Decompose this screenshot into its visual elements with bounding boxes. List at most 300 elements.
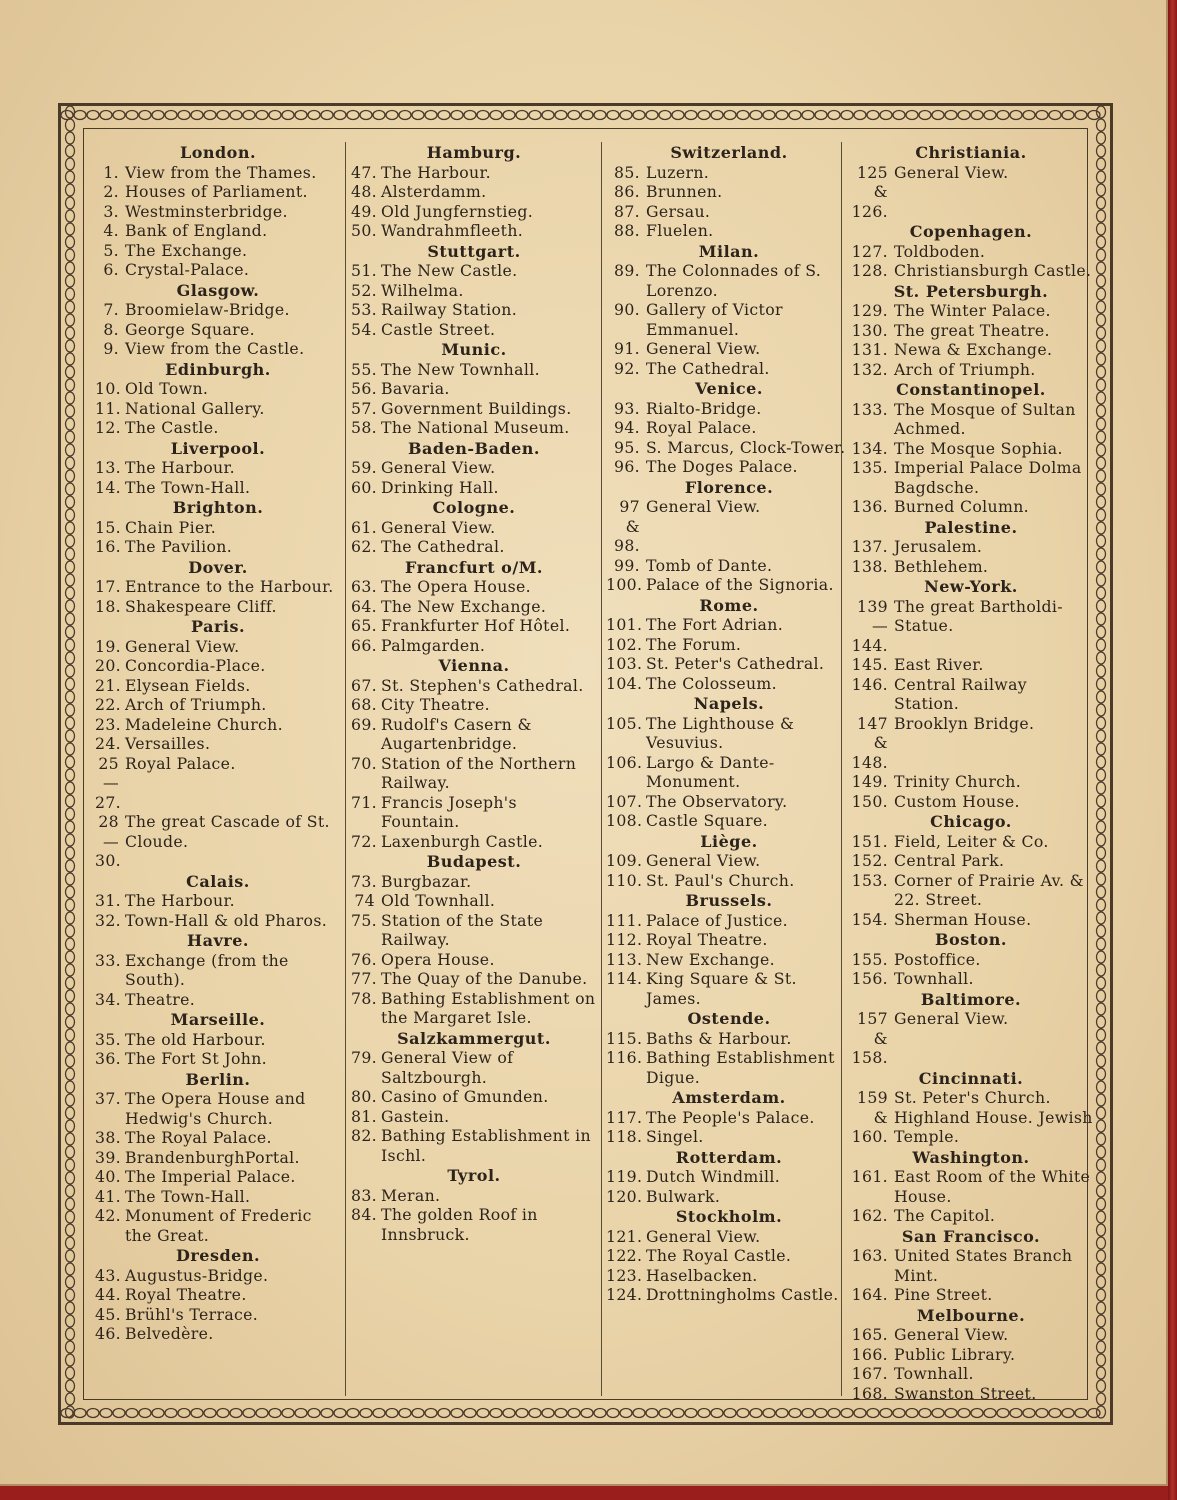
- ornament-link: [1097, 197, 1106, 209]
- item-title: Townhall.: [894, 1364, 974, 1383]
- ornament-link: [477, 111, 489, 120]
- ornament-link: [126, 111, 138, 120]
- ornament-link: [1097, 262, 1106, 274]
- item-title: East Room of the White House.: [894, 1167, 1091, 1206]
- item-title: Custom House.: [894, 791, 1020, 811]
- ornament-link: [711, 111, 723, 120]
- ornament-link: [66, 1367, 75, 1379]
- ornament-link: [66, 1055, 75, 1067]
- city-heading: New-York.: [924, 577, 1018, 596]
- ornament-link: [282, 111, 294, 120]
- item-number: 80.: [351, 1087, 377, 1106]
- list-item: [95, 715, 341, 735]
- item-title: East River.: [894, 655, 984, 674]
- ornament-link: [66, 197, 75, 209]
- ornament-link: [932, 1409, 944, 1418]
- ornament-link: [1097, 730, 1106, 742]
- ornament-link: [1097, 1159, 1106, 1171]
- item-title: Entrance to the Harbour.: [125, 577, 334, 596]
- list-item: [606, 1029, 852, 1049]
- ornament-link: [958, 111, 970, 120]
- item-title: Castle Street.: [381, 319, 496, 339]
- ornament-link: [841, 111, 853, 120]
- ornament-link: [386, 1409, 398, 1418]
- ornament-link: [386, 111, 398, 120]
- ornament-link: [711, 1409, 723, 1418]
- ornament-link: [66, 951, 75, 963]
- list-item: [95, 182, 341, 202]
- item-title: View from the Thames.: [125, 162, 317, 182]
- item-title: Government Buildings.: [381, 398, 572, 418]
- ornament-link: [66, 262, 75, 274]
- item-title: Trinity Church.: [894, 772, 1022, 791]
- city-heading: Copenhagen.: [909, 222, 1033, 241]
- item-title: Jerusalem.: [894, 537, 983, 556]
- ornament-link: [945, 111, 957, 120]
- ornament-link: [529, 1409, 541, 1418]
- item-title: Wilhelma.: [381, 280, 464, 300]
- ornament-link: [555, 111, 567, 120]
- item-title: Westminsterbridge.: [125, 201, 288, 221]
- list-item: [95, 399, 341, 419]
- city-heading: Berlin.: [185, 1069, 251, 1089]
- item-number: 109.: [606, 851, 643, 870]
- ornament-link: [87, 111, 99, 120]
- ornament-link: [1097, 184, 1106, 196]
- ornament-link: [828, 1409, 840, 1418]
- list-item: [606, 969, 852, 1008]
- ornament-link: [1097, 1354, 1106, 1366]
- ornament-link: [66, 847, 75, 859]
- item-title: Central Railway Station.: [894, 674, 1028, 713]
- ornament-link: [1097, 132, 1106, 144]
- item-number: 62.: [351, 537, 377, 556]
- item-title: St. Peter's Cathedral.: [646, 654, 825, 673]
- item-title: The Harbour.: [381, 162, 491, 182]
- list-item: [95, 478, 341, 498]
- list-item: [95, 320, 341, 340]
- list-item: [848, 301, 1094, 321]
- item-number: 114.: [606, 969, 643, 988]
- list-item: [95, 241, 341, 261]
- ornament-link: [854, 1409, 866, 1418]
- list-item: [95, 891, 341, 911]
- city-heading: Hamburg.: [426, 143, 522, 162]
- ornament-link: [737, 111, 749, 120]
- list-item: [351, 1205, 597, 1244]
- ornament-link: [66, 548, 75, 560]
- item-number: 76.: [351, 949, 377, 969]
- ornament-link: [1097, 145, 1106, 157]
- item-number: 150.: [851, 791, 888, 811]
- list-item: [95, 1305, 341, 1325]
- ornament-link: [620, 111, 632, 120]
- ornament-link: [1097, 405, 1106, 417]
- item-number: 82.: [351, 1126, 377, 1145]
- item-number: 48.: [351, 182, 377, 201]
- ornament-link: [594, 1409, 606, 1418]
- item-title: Townhall.: [894, 969, 974, 988]
- ornament-link: [1097, 1237, 1106, 1249]
- ornament-link: [66, 275, 75, 287]
- item-title: Haselbacken.: [646, 1265, 758, 1285]
- list-item: [606, 753, 852, 792]
- ornament-link: [66, 1250, 75, 1262]
- ornament-link: [776, 111, 788, 120]
- ornament-link: [217, 111, 229, 120]
- item-title: Bulwark.: [646, 1186, 721, 1206]
- ornament-link: [1097, 1120, 1106, 1132]
- item-title: Concordia-Place.: [125, 656, 266, 675]
- ornament-link: [802, 111, 814, 120]
- ornament-link: [139, 1409, 151, 1418]
- ornament-band-left: [61, 106, 79, 1422]
- item-title: Arch of Triumph.: [894, 359, 1036, 379]
- ornament-link: [1097, 873, 1106, 885]
- item-title: The Winter Palace.: [894, 301, 1051, 320]
- item-number: 44.: [95, 1285, 121, 1304]
- item-title: General View.: [646, 339, 761, 358]
- ornament-link: [1097, 470, 1106, 482]
- ornament-link: [1097, 444, 1106, 456]
- ornament-link: [66, 1107, 75, 1119]
- ornament-link: [66, 691, 75, 703]
- ornament-link: [1097, 834, 1106, 846]
- ornament-link: [66, 1276, 75, 1288]
- city-heading: Baden-Baden.: [408, 438, 540, 458]
- item-number: 159 & 160.: [851, 1088, 888, 1146]
- list-item: [351, 360, 597, 380]
- list-item: [848, 792, 1094, 812]
- list-item: [848, 557, 1094, 577]
- list-item: [848, 400, 1094, 439]
- city-heading: San Francisco.: [901, 1226, 1041, 1246]
- item-number: 135.: [851, 458, 888, 477]
- item-title: The Harbour.: [125, 891, 235, 910]
- item-title: Luzern.: [646, 162, 710, 182]
- ornament-link: [66, 366, 75, 378]
- ornament-link: [1097, 1029, 1106, 1041]
- ornament-link: [1097, 704, 1106, 716]
- item-number: 94.: [614, 418, 640, 437]
- item-title: Drottningholms Castle.: [646, 1285, 839, 1304]
- ornament-link: [1097, 158, 1106, 170]
- ornament-link: [724, 111, 736, 120]
- ornament-link: [66, 1029, 75, 1041]
- item-title: Palmgarden.: [381, 635, 486, 655]
- item-number: 38.: [95, 1128, 121, 1147]
- list-item: [351, 1107, 597, 1127]
- ornament-link: [1049, 111, 1061, 120]
- item-title: Brunnen.: [646, 182, 723, 201]
- list-item: [606, 556, 852, 576]
- ornament-link: [1097, 782, 1106, 794]
- item-number: 2.: [103, 182, 119, 201]
- item-title: Gersau.: [646, 201, 711, 221]
- list-item: [848, 321, 1094, 341]
- ornament-link: [1097, 1146, 1106, 1158]
- item-number: 88.: [614, 221, 640, 240]
- list-item: [95, 1187, 341, 1207]
- ornament-link: [66, 1159, 75, 1171]
- ornament-link: [66, 1328, 75, 1340]
- city-heading: Brussels.: [685, 891, 773, 910]
- ornament-link: [1097, 210, 1106, 222]
- item-number: 60.: [351, 477, 377, 497]
- list-item: [606, 911, 852, 931]
- ornament-link: [152, 1409, 164, 1418]
- ornament-link: [1097, 392, 1106, 404]
- city-heading: Rotterdam.: [675, 1147, 783, 1167]
- city-heading: Switzerland.: [670, 143, 788, 162]
- item-title: Old Jungfernstieg.: [381, 201, 534, 221]
- ornament-link: [1097, 418, 1106, 430]
- ornament-link: [1097, 1341, 1106, 1353]
- ornament-link: [880, 1409, 892, 1418]
- item-number: 79.: [351, 1048, 377, 1067]
- item-title: Toldboden.: [894, 241, 986, 261]
- ornament-link: [1075, 111, 1087, 120]
- city-heading: Dresden.: [175, 1246, 261, 1265]
- item-title: The Observatory.: [646, 791, 788, 811]
- item-number: 91.: [614, 339, 640, 358]
- item-title: The Imperial Palace.: [125, 1167, 296, 1186]
- city-heading: Glasgow.: [176, 280, 260, 300]
- ornament-link: [66, 1289, 75, 1301]
- list-item: [606, 871, 852, 891]
- item-title: Bank of England.: [125, 221, 268, 240]
- item-title: Augustus-Bridge.: [125, 1265, 269, 1285]
- ornament-link: [1097, 1133, 1106, 1145]
- item-title: Castle Square.: [646, 811, 768, 830]
- ornament-link: [1097, 106, 1106, 118]
- ornament-link: [659, 1409, 671, 1418]
- ornament-link: [789, 1409, 801, 1418]
- item-title: Fluelen.: [646, 221, 714, 240]
- ornament-link: [66, 1133, 75, 1145]
- item-number: 74: [354, 891, 375, 910]
- item-title: The Opera House.: [381, 577, 532, 596]
- ornament-link: [1097, 990, 1106, 1002]
- ornament-link: [581, 1409, 593, 1418]
- list-item: [95, 695, 341, 715]
- item-title: The Cathedral.: [381, 537, 505, 556]
- item-title: S. Marcus, Clock-Tower.: [646, 437, 846, 457]
- ornament-link: [66, 288, 75, 300]
- list-item: [606, 615, 852, 635]
- ornament-link: [66, 1393, 75, 1405]
- ornament-link: [66, 392, 75, 404]
- ornament-link: [490, 1409, 502, 1418]
- ornament-link: [1097, 1107, 1106, 1119]
- list-item: [351, 300, 597, 320]
- list-item: [606, 950, 852, 970]
- ornament-link: [568, 111, 580, 120]
- item-title: The Mosque of Sultan Achmed.: [894, 399, 1076, 438]
- item-title: General View.: [381, 458, 496, 477]
- item-number: 56.: [351, 379, 377, 398]
- item-title: Newa & Exchange.: [894, 340, 1053, 359]
- list-item: [606, 182, 852, 202]
- item-title: Gastein.: [381, 1106, 450, 1126]
- ornament-link: [66, 301, 75, 313]
- ornament-link: [1097, 366, 1106, 378]
- ornament-link: [776, 1409, 788, 1418]
- ornament-link: [893, 111, 905, 120]
- city-heading: Tyrol.: [447, 1166, 501, 1185]
- ornament-link: [66, 535, 75, 547]
- ornament-link: [66, 1354, 75, 1366]
- ornament-link: [1097, 1380, 1106, 1392]
- ornament-link: [516, 111, 528, 120]
- item-title: The National Museum.: [381, 418, 570, 437]
- item-title: Casino of Gmunden.: [381, 1087, 549, 1106]
- ornament-link: [243, 111, 255, 120]
- ornament-link: [1097, 1250, 1106, 1262]
- list-item: [606, 654, 852, 674]
- item-number: 164.: [851, 1285, 888, 1304]
- item-title: The New Exchange.: [381, 596, 547, 616]
- item-title: Exchange (from the South).: [125, 950, 289, 989]
- list-item: [848, 497, 1094, 517]
- item-number: 93.: [614, 398, 640, 418]
- column-divider: [601, 142, 602, 1396]
- ornament-link: [66, 626, 75, 638]
- ornament-link: [66, 925, 75, 937]
- item-number: 146.: [851, 674, 888, 694]
- ornament-link: [113, 1409, 125, 1418]
- item-title: The Doges Palace.: [646, 457, 798, 476]
- ornament-link: [66, 730, 75, 742]
- ornament-link: [1097, 1302, 1106, 1314]
- list-item: [351, 754, 597, 793]
- item-title: Burned Column.: [894, 497, 1029, 516]
- item-title: The Exchange.: [125, 240, 248, 260]
- item-number: 112.: [606, 930, 643, 949]
- list-item: [848, 950, 1094, 970]
- ornament-link: [867, 1409, 879, 1418]
- ornament-link: [66, 236, 75, 248]
- item-number: 110.: [606, 870, 643, 890]
- item-number: 12.: [95, 418, 121, 437]
- item-number: 147 & 148.: [851, 713, 888, 772]
- item-title: Royal Palace.: [125, 753, 236, 773]
- list-item: [351, 1048, 597, 1087]
- book-spine: [1168, 0, 1177, 1500]
- ornament-link: [66, 834, 75, 846]
- item-title: Arch of Triumph.: [125, 695, 267, 714]
- item-title: The Town-Hall.: [125, 477, 251, 497]
- ornament-link: [334, 1409, 346, 1418]
- ornament-link: [1097, 353, 1106, 365]
- list-item: [351, 891, 597, 911]
- city-heading: St. Petersburgh.: [893, 281, 1049, 301]
- ornament-link: [1097, 1016, 1106, 1028]
- item-number: 89.: [614, 261, 640, 280]
- ornament-link: [1097, 1068, 1106, 1080]
- item-title: Monument of Frederic the Great.: [125, 1206, 312, 1245]
- item-number: 28—30.: [95, 812, 121, 870]
- item-title: Alsterdamm.: [381, 182, 487, 201]
- item-title: The great Cascade of St. Cloude.: [125, 812, 330, 851]
- ornament-link: [100, 1409, 112, 1418]
- list-item: [95, 637, 341, 657]
- list-item: [95, 734, 341, 754]
- item-number: 52.: [351, 280, 377, 300]
- ornament-link: [165, 1409, 177, 1418]
- ornament-link: [66, 444, 75, 456]
- city-heading: Washington.: [912, 1147, 1030, 1167]
- ornament-link: [66, 249, 75, 261]
- ornament-link: [66, 483, 75, 495]
- ornament-link: [1097, 340, 1106, 352]
- item-number: 19.: [95, 636, 121, 656]
- item-number: 64.: [351, 596, 377, 616]
- ornament-link: [698, 1409, 710, 1418]
- ornament-link: [1097, 1406, 1106, 1418]
- item-number: 161.: [851, 1167, 888, 1186]
- item-title: The Town-Hall.: [125, 1186, 251, 1206]
- ornament-link: [66, 1341, 75, 1353]
- ornament-link: [1097, 301, 1106, 313]
- item-title: Opera House.: [381, 949, 495, 969]
- item-number: 58.: [351, 418, 377, 437]
- list-item: [606, 261, 852, 300]
- list-item: [606, 674, 852, 694]
- item-number: 153.: [851, 870, 888, 890]
- list-item: [606, 300, 852, 339]
- city-heading: Ostende.: [687, 1009, 771, 1028]
- list-item: [848, 360, 1094, 380]
- ornament-link: [1097, 847, 1106, 859]
- ornament-link: [191, 111, 203, 120]
- ornament-band-bottom: [61, 1404, 1110, 1422]
- ornament-link: [1097, 457, 1106, 469]
- ornament-link: [152, 111, 164, 120]
- ornament-link: [1097, 1042, 1106, 1054]
- item-title: Burgbazar.: [381, 871, 472, 891]
- list-item: [848, 1384, 1094, 1404]
- item-number: 36.: [95, 1049, 121, 1068]
- item-number: 57.: [351, 398, 377, 418]
- ornament-link: [66, 379, 75, 391]
- list-item: [95, 911, 341, 931]
- list-item: [95, 379, 341, 399]
- city-heading: Francfurt o/M.: [405, 557, 543, 577]
- item-number: 104.: [606, 673, 643, 693]
- city-heading: Christiania.: [915, 143, 1027, 162]
- item-title: King Square & St. James.: [646, 969, 797, 1008]
- list-item: [351, 418, 597, 438]
- city-heading: Marseille.: [170, 1010, 266, 1029]
- ornament-link: [997, 111, 1009, 120]
- list-item: [351, 872, 597, 892]
- item-number: 81.: [351, 1106, 377, 1126]
- ornament-link: [66, 522, 75, 534]
- ornament-link: [1097, 587, 1106, 599]
- list-item: [606, 714, 852, 753]
- ornament-link: [66, 158, 75, 170]
- list-item: [606, 811, 852, 831]
- list-item: [606, 851, 852, 871]
- ornament-link: [66, 873, 75, 885]
- item-number: 115.: [606, 1028, 643, 1048]
- item-number: 121.: [606, 1226, 643, 1246]
- ornament-link: [1097, 808, 1106, 820]
- item-number: 111.: [606, 910, 643, 930]
- ornament-link: [1097, 379, 1106, 391]
- list-item: [848, 851, 1094, 871]
